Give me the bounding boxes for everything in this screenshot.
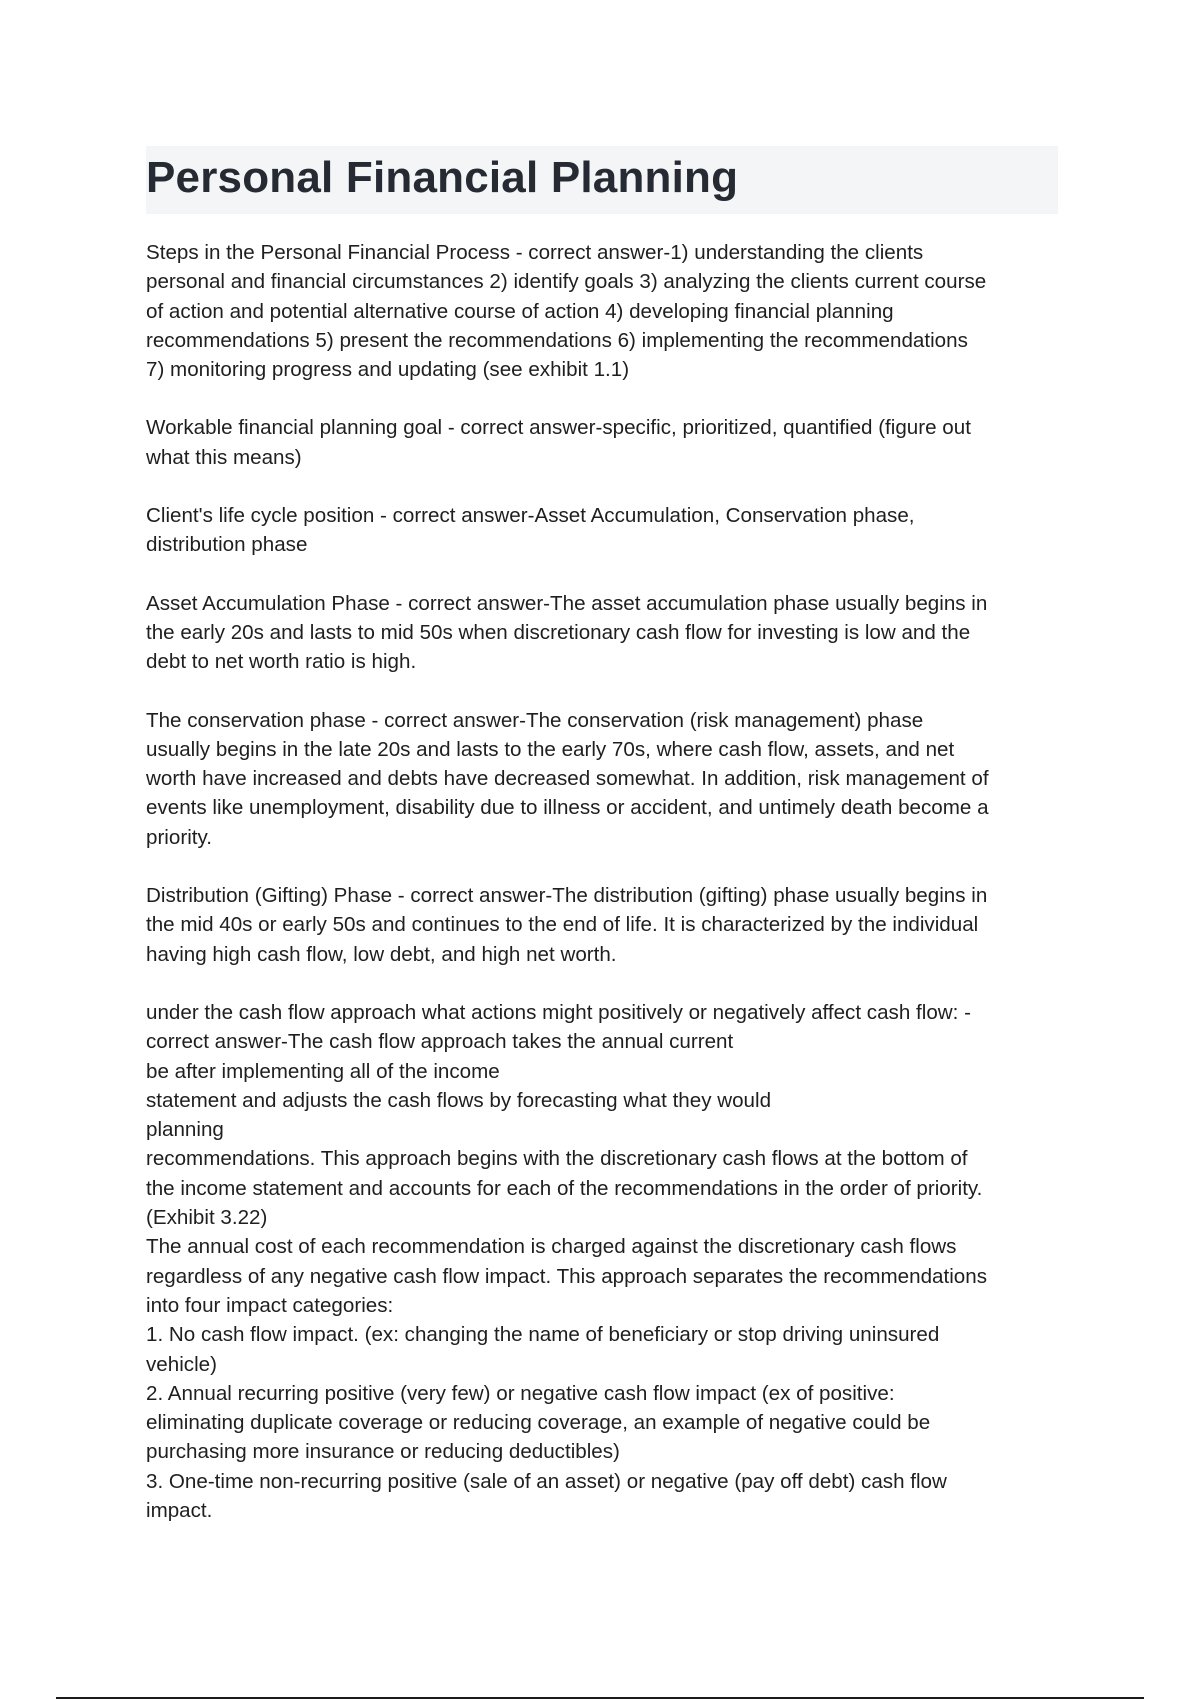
text-line: usually begins in the late 20s and lasts to the early 70s, where cash flow, assets, and net [146,737,955,761]
text-line: personal and financial circumstances 2) identify goals 3) analyzing the clients current course [146,270,987,294]
text-line: be after implementing all of the income [146,1059,500,1083]
entry-distribution-phase [146,881,1066,969]
text-line: distribution phase [146,533,308,557]
text-line: statement and adjusts the cash flows by forecasting what they would [146,1088,772,1112]
text-line: what this means) [146,445,302,469]
page-title: Personal Financial Planning [146,153,739,202]
text-line: Client's life cycle position - correct answer-Asset Accumulation, Conservation phase, [146,504,915,528]
text-line: debt to net worth ratio is high. [146,650,417,674]
text-line: vehicle) [146,1352,217,1376]
text-line: purchasing more insurance or reducing deductibles) [146,1440,620,1464]
entry-asset-accumulation [146,589,1066,677]
text-line: priority. [146,825,212,849]
title-banner [146,146,1058,214]
text-line: the income statement and accounts for each of the recommendations in the order of priority. [146,1176,983,1200]
text-line: of action and potential alternative course of action 4) developing financial planning [146,299,894,323]
text-line: worth have increased and debts have decreased somewhat. In addition, risk management of [146,767,989,791]
text-line: regardless of any negative cash flow impact. This approach separates the recommendations [146,1264,987,1288]
text-line: impact. [146,1498,213,1522]
text-line: Asset Accumulation Phase - correct answer-The asset accumulation phase usually begins in [146,591,988,615]
text-line: The conservation phase - correct answer-The conservation (risk management) phase [146,708,924,732]
text-line: 7) monitoring progress and updating (see exhibit 1.1) [146,358,630,382]
text-line: Distribution (Gifting) Phase - correct answer-The distribution (gifting) phase usually begins in [146,884,988,908]
text-line: correct answer-The cash flow approach takes the annual current [146,1030,734,1054]
entry-financial-process-steps [146,238,1066,384]
entry-life-cycle-position [146,501,1066,560]
text-line: the early 20s and lasts to mid 50s when discretionary cash flow for investing is low and the [146,620,971,644]
entry-conservation-phase [146,706,1066,852]
text-line: having high cash flow, low debt, and high net worth. [146,942,617,966]
text-line: (Exhibit 3.22) [146,1206,268,1230]
text-line: 1. No cash flow impact. (ex: changing the name of beneficiary or stop driving uninsured [146,1323,940,1347]
text-line: under the cash flow approach what actions might positively or negatively affect cash flow: - [146,1000,971,1024]
document-body [146,238,1066,1554]
text-line: the mid 40s or early 50s and continues to the end of life. It is characterized by the individual [146,913,979,937]
text-line: eliminating duplicate coverage or reducing coverage, an example of negative could be [146,1411,931,1435]
text-line: 2. Annual recurring positive (very few) or negative cash flow impact (ex of positive: [146,1381,895,1405]
text-line: Steps in the Personal Financial Process - correct answer-1) understanding the clients [146,241,924,264]
text-line: 3. One-time non-recurring positive (sale of an asset) or negative (pay off debt) cash flow [146,1469,947,1493]
entry-workable-goal [146,413,1066,472]
text-line: recommendations 5) present the recommendations 6) implementing the recommendations [146,328,968,352]
page-bottom-divider [56,1697,1144,1699]
entry-cash-flow-approach [146,998,1066,1525]
text-line: events like unemployment, disability due to illness or accident, and untimely death become a [146,796,989,820]
text-line: into four impact categories: [146,1293,394,1317]
text-line: recommendations. This approach begins with the discretionary cash flows at the bottom of [146,1147,968,1171]
text-line: planning [146,1118,224,1142]
text-line: The annual cost of each recommendation is charged against the discretionary cash flows [146,1235,957,1259]
text-line: Workable financial planning goal - correct answer-specific, prioritized, quantified (figure out [146,416,971,440]
